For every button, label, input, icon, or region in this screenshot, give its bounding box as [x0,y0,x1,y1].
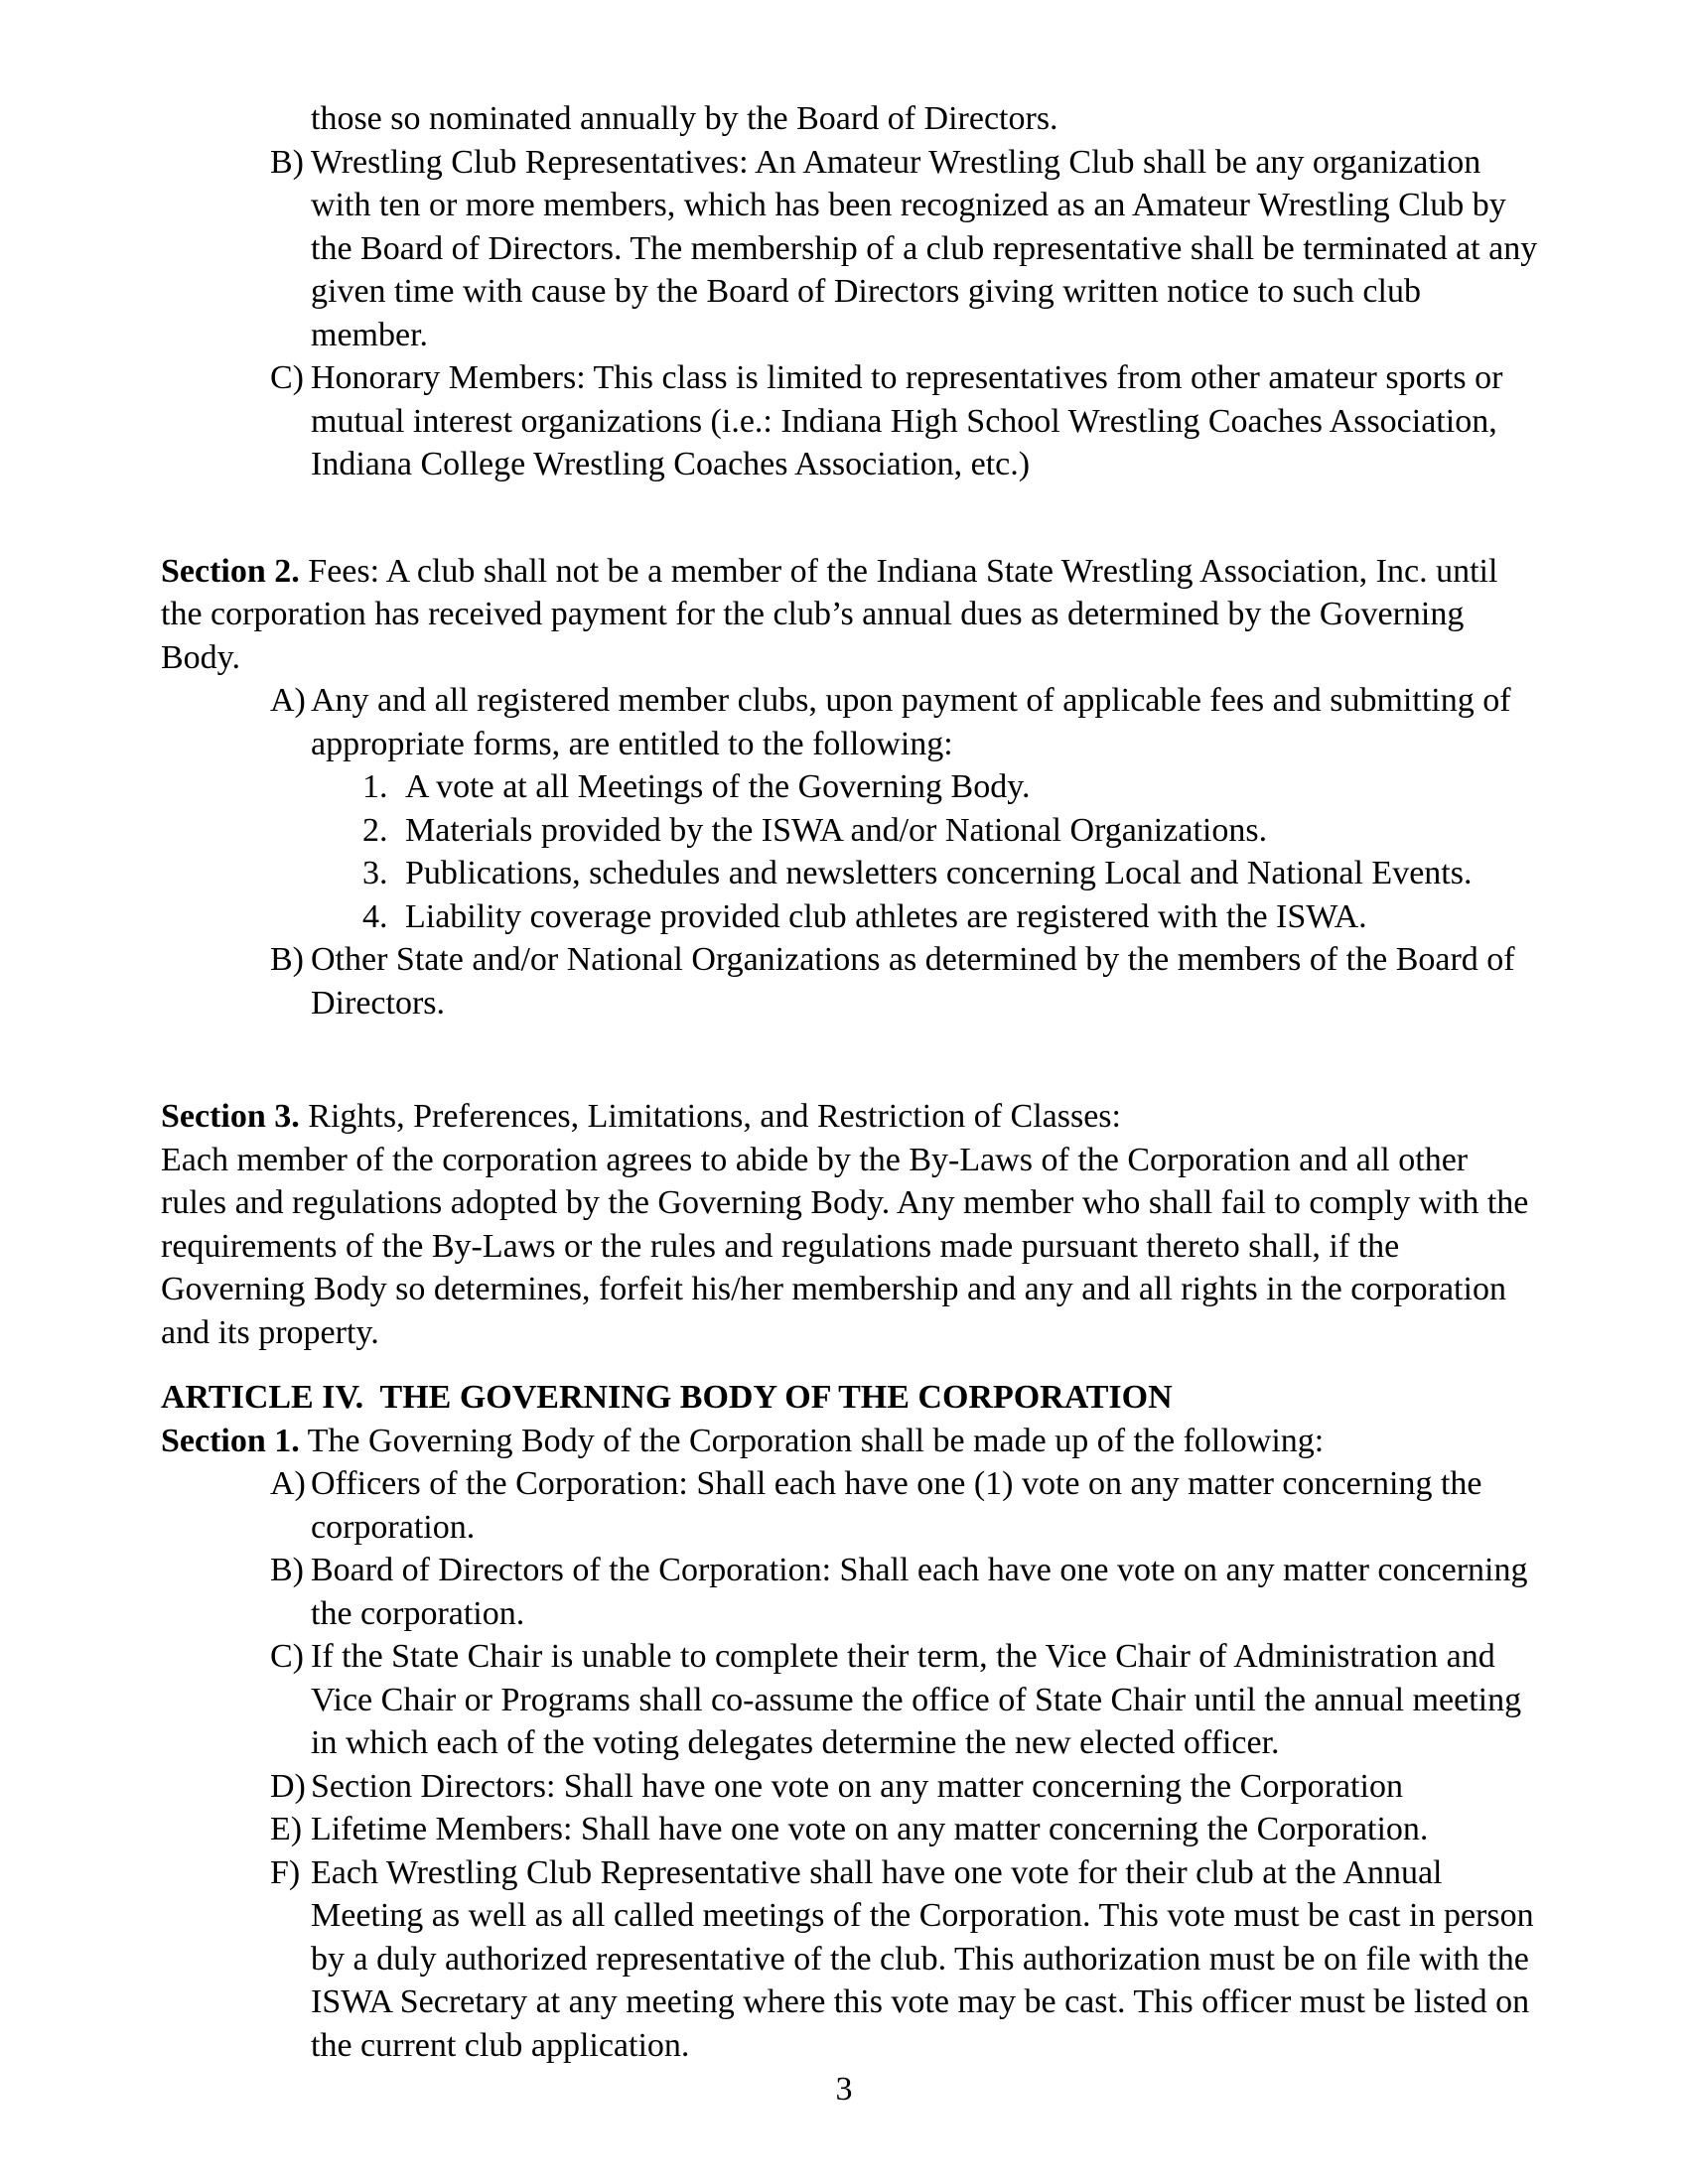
list-marker: 3. [362,855,388,891]
list-item [161,97,1541,141]
list-item [161,809,1541,853]
text-line: those so nominated annually by the Board of Directors. [311,100,1058,137]
list-item [161,141,1541,357]
text-line: corporation. [311,1508,476,1546]
section-heading [161,1376,1541,1420]
list-marker: D) [270,1767,306,1805]
text-line: Officers of the Corporation: Shall each have one (1) vote on any matter concerning the [311,1465,1482,1502]
text-line: member. [311,316,429,353]
text-line: Directors. [311,984,446,1022]
text-line: Any and all registered member clubs, upon payment of applicable fees and submitting of [311,682,1511,719]
list-item [161,1462,1541,1549]
text-line: with ten or more members, which has been recognized as an Amateur Wrestling Club by [311,187,1506,223]
text-line: Indiana College Wrestling Coaches Association, etc.) [311,446,1031,482]
text-line: Meeting as well as all called meetings of the Corporation. This vote must be cast in person [311,1897,1534,1934]
list-marker: B) [270,1552,304,1588]
text-line: Materials provided by the ISWA and/or National Organizations. [405,811,1268,849]
spacer [161,486,1541,550]
list-marker: 2. [362,811,388,849]
list-item [161,1549,1541,1635]
list-item [161,765,1541,809]
text-line: Other State and/or National Organizations as determined by the members of the Board of [311,941,1515,978]
text-line: Board of Directors of the Corporation: Shall each have one vote on any matter concerning [311,1552,1528,1588]
text-line: Honorary Members: This class is limited to representatives from other amateur sports or [311,359,1503,396]
text-line: If the State Chair is unable to complete their term, the Vice Chair of Administration and [311,1638,1495,1675]
text-line: Governing Body so determines, forfeit his/her membership and any and all rights in the corporation [161,1271,1506,1307]
text-line: Section 2. Fees: A club shall not be a member of the Indiana State Wrestling Association, Inc. until [161,552,1498,590]
text-line: Each Wrestling Club Representative shall have one vote for their club at the Annual [311,1853,1443,1891]
text-line: in which each of the voting delegates determine the new elected officer. [311,1724,1280,1761]
text-line: Lifetime Members: Shall have one vote on any matter concerning the Corporation. [311,1811,1429,1847]
text-line: appropriate forms, are entitled to the following: [311,725,953,762]
list-marker: C) [270,359,304,396]
text-line: Body. [161,638,240,676]
list-item [161,1851,1541,2068]
text-line: by a duly authorized representative of the club. This authorization must be on file with the [311,1940,1529,1978]
text-line: ISWA Secretary at any meeting where this vote may be cast. This officer must be listed on [311,1983,1530,2020]
list-item [161,356,1541,486]
text-line: Each member of the corporation agrees to abide by the By-Laws of the Corporation and all other [161,1141,1469,1178]
list-marker: B) [270,143,304,181]
list-item [161,1808,1541,1851]
paragraph [161,1095,1541,1354]
section-label: Section 1. [161,1422,300,1459]
list-item [161,679,1541,765]
spacer [161,1354,1541,1376]
paragraph [161,550,1541,680]
list-marker: A) [270,1465,306,1502]
list-item [161,895,1541,939]
list-marker: E) [270,1811,303,1847]
list-item [161,852,1541,895]
section-label: Section 3. [161,1098,300,1135]
text-line: requirements of the By-Laws or the rules and regulations made pursuant thereto shall, if the [161,1227,1400,1265]
text-line: Section 3. Rights, Preferences, Limitations, and Restriction of Classes: [161,1098,1121,1135]
document-content [161,97,1541,2067]
list-item [161,1765,1541,1809]
text-line: the Board of Directors. The membership of a club representative shall be terminated at any [311,229,1538,267]
text-line: Liability coverage provided club athletes are registered with the ISWA. [405,897,1367,935]
list-marker: 4. [362,897,388,935]
list-marker: F) [270,1853,301,1891]
list-item [161,938,1541,1024]
text-line: and its property. [161,1313,379,1351]
section-label: Section 2. [161,552,300,590]
list-item [161,1635,1541,1765]
text-line: given time with cause by the Board of Directors giving written notice to such club [311,273,1421,310]
text-line: rules and regulations adopted by the Governing Body. Any member who shall fail to comply with the [161,1184,1529,1221]
text-line: Publications, schedules and newsletters concerning Local and National Events. [405,855,1473,891]
list-marker: 1. [362,768,388,805]
text-line: ARTICLE IV. THE GOVERNING BODY OF THE CORPORATION [161,1379,1173,1416]
paragraph [161,1420,1541,1463]
page-number: 3 [835,2071,853,2108]
text-line: the corporation. [311,1594,525,1632]
text-line: Section Directors: Shall have one vote on any matter concerning the Corporation [311,1767,1403,1805]
text-line: A vote at all Meetings of the Governing Body. [405,768,1031,805]
text-line: Section 1. The Governing Body of the Corporation shall be made up of the following: [161,1422,1325,1459]
list-marker: C) [270,1638,304,1675]
list-marker: A) [270,682,306,719]
list-marker: B) [270,941,304,978]
text-line: Vice Chair or Programs shall co-assume the office of State Chair until the annual meeting [311,1681,1522,1718]
text-line: the current club application. [311,2026,690,2064]
text-line: mutual interest organizations (i.e.: Indiana High School Wrestling Coaches Association, [311,402,1497,440]
text-line: Wrestling Club Representatives: An Amateur Wrestling Club shall be any organization [311,143,1481,181]
spacer [161,1024,1541,1095]
text-line: the corporation has received payment for the club’s annual dues as determined by the Governing [161,596,1465,632]
